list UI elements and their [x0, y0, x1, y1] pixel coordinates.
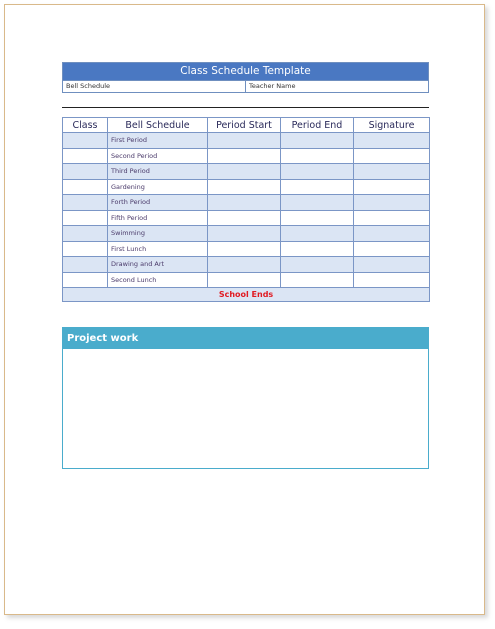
schedule-table [62, 117, 430, 302]
class-cell[interactable] [63, 226, 108, 242]
start-cell[interactable] [208, 272, 281, 288]
bell-cell[interactable]: Drawing and Art [108, 257, 208, 273]
start-cell[interactable] [208, 148, 281, 164]
bell-cell[interactable]: Second Period [108, 148, 208, 164]
school-ends-label: School Ends [63, 288, 430, 302]
end-cell[interactable] [281, 164, 354, 180]
bell-cell[interactable]: Third Period [108, 164, 208, 180]
end-cell[interactable] [281, 210, 354, 226]
signature-cell[interactable] [354, 210, 430, 226]
document-title: Class Schedule Template [63, 63, 428, 80]
table-row [63, 226, 430, 242]
school-ends-row [63, 288, 430, 302]
class-cell[interactable] [63, 210, 108, 226]
column-header-period-start: Period Start [208, 118, 281, 133]
signature-cell[interactable] [354, 148, 430, 164]
signature-cell[interactable] [354, 241, 430, 257]
signature-cell[interactable] [354, 195, 430, 211]
class-cell[interactable] [63, 179, 108, 195]
class-cell[interactable] [63, 272, 108, 288]
table-row [63, 241, 430, 257]
document-page [4, 4, 485, 615]
schedule-header-row [63, 118, 430, 133]
class-cell[interactable] [63, 241, 108, 257]
class-cell[interactable] [63, 148, 108, 164]
start-cell[interactable] [208, 133, 281, 149]
table-row [63, 257, 430, 273]
start-cell[interactable] [208, 164, 281, 180]
start-cell[interactable] [208, 257, 281, 273]
signature-cell[interactable] [354, 257, 430, 273]
bell-cell[interactable]: Fifth Period [108, 210, 208, 226]
bell-cell[interactable]: Gardening [108, 179, 208, 195]
class-cell[interactable] [63, 195, 108, 211]
table-row [63, 272, 430, 288]
end-cell[interactable] [281, 179, 354, 195]
end-cell[interactable] [281, 148, 354, 164]
table-row [63, 210, 430, 226]
teacher-name-label[interactable]: Teacher Name [249, 82, 296, 90]
start-cell[interactable] [208, 226, 281, 242]
end-cell[interactable] [281, 195, 354, 211]
signature-cell[interactable] [354, 179, 430, 195]
bell-cell[interactable]: Swimming [108, 226, 208, 242]
start-cell[interactable] [208, 210, 281, 226]
project-work-area[interactable] [63, 349, 428, 468]
start-cell[interactable] [208, 195, 281, 211]
project-work-title: Project work [63, 328, 428, 349]
bell-schedule-label[interactable]: Bell Schedule [63, 81, 246, 92]
divider-line [62, 107, 429, 108]
bell-cell[interactable]: Second Lunch [108, 272, 208, 288]
signature-cell[interactable] [354, 133, 430, 149]
column-header-bell-schedule: Bell Schedule [108, 118, 208, 133]
end-cell[interactable] [281, 133, 354, 149]
class-cell[interactable] [63, 257, 108, 273]
class-cell[interactable] [63, 133, 108, 149]
table-row [63, 195, 430, 211]
column-header-class: Class [63, 118, 108, 133]
table-row [63, 133, 430, 149]
table-row [63, 164, 430, 180]
title-info-row [63, 80, 428, 92]
class-cell[interactable] [63, 164, 108, 180]
table-row [63, 179, 430, 195]
bell-cell[interactable]: Forth Period [108, 195, 208, 211]
end-cell[interactable] [281, 257, 354, 273]
title-block [62, 62, 429, 93]
signature-cell[interactable] [354, 164, 430, 180]
column-header-signature: Signature [354, 118, 430, 133]
project-work-box [62, 327, 429, 469]
table-row [63, 148, 430, 164]
start-cell[interactable] [208, 241, 281, 257]
signature-cell[interactable] [354, 226, 430, 242]
bell-cell[interactable]: First Period [108, 133, 208, 149]
end-cell[interactable] [281, 226, 354, 242]
bell-cell[interactable]: First Lunch [108, 241, 208, 257]
end-cell[interactable] [281, 272, 354, 288]
column-header-period-end: Period End [281, 118, 354, 133]
end-cell[interactable] [281, 241, 354, 257]
signature-cell[interactable] [354, 272, 430, 288]
start-cell[interactable] [208, 179, 281, 195]
